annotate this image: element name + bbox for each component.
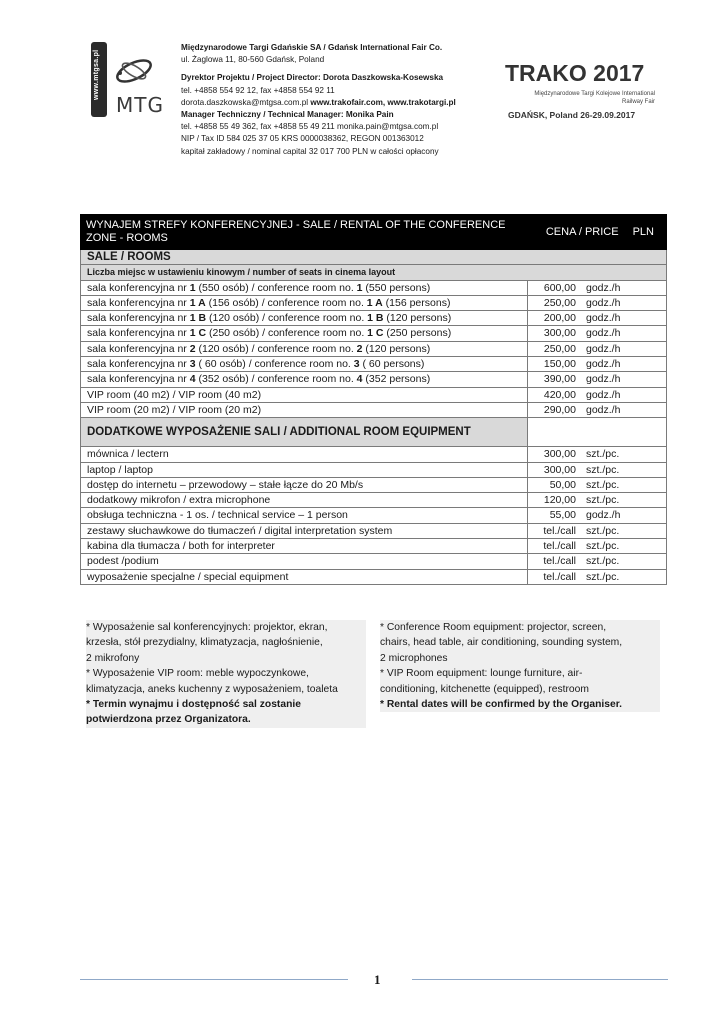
currency-label: PLN — [632, 225, 654, 238]
page-number: 1 — [374, 972, 381, 987]
notes-polish — [86, 620, 366, 728]
project-director: Dyrektor Projektu / Project Director: Dorota Daszkowska-Kosewska — [181, 73, 444, 83]
price-unit: szt./pc. — [586, 448, 620, 461]
company-contact-block — [181, 42, 501, 158]
table-row — [81, 447, 667, 462]
equipment-label: mównica / lectern — [81, 447, 528, 462]
equipment-label: dostęp do internetu – przewodowy – stałe łącze do 20 Mb/s — [81, 477, 528, 492]
price-cell — [528, 311, 667, 326]
price-value: 300,00 — [543, 463, 576, 476]
manager-contact: tel. +4858 55 49 362, fax +4858 55 49 211 monika.pain@mtgsa.com.pl — [181, 122, 439, 132]
tax-info: NIP / Tax ID 584 025 37 05 KRS 0000038362, REGON 001363012 — [181, 134, 424, 144]
note-line: * Rental dates will be confirmed by the Organiser. — [380, 697, 660, 712]
price-cell — [528, 462, 667, 477]
room-label: sala konferencyjna nr 2 (120 osób) / conference room no. 2 (120 persons) — [81, 341, 528, 356]
note-line: conditioning, kitchenette (equipped), restroom — [380, 682, 660, 697]
price-table — [80, 214, 667, 585]
trako-logo-subtitle: Międzynarodowe Targi Kolejowe International Railway Fair — [534, 91, 655, 105]
price-value: 150,00 — [543, 358, 576, 371]
table-row — [81, 569, 667, 584]
section-rooms-header — [81, 250, 667, 265]
logo-text: MTG — [116, 93, 164, 117]
price-value: 600,00 — [543, 281, 576, 294]
equipment-label: wyposażenie specjalne / special equipment — [81, 569, 528, 584]
table-row — [81, 341, 667, 356]
note-line: potwierdzona przez Organizatora. — [86, 712, 366, 727]
table-row — [81, 402, 667, 417]
price-cell — [528, 372, 667, 387]
section-rooms-title: SALE / ROOMS — [81, 250, 667, 265]
note-line: * Wyposażenie sal konferencyjnych: projektor, ekran, — [86, 620, 366, 635]
table-row — [81, 523, 667, 538]
note-line: krzesła, stół prezydialny, klimatyzacja, nagłośnienie, — [86, 635, 366, 650]
price-unit: szt./pc. — [586, 463, 620, 476]
table-row — [81, 554, 667, 569]
price-cell — [528, 341, 667, 356]
price-cell — [528, 539, 667, 554]
price-unit: godz./h — [586, 312, 621, 325]
price-unit: godz./h — [586, 327, 621, 340]
note-line: klimatyzacja, aneks kuchenny z wyposażeniem, toaleta — [86, 682, 366, 697]
room-label: sala konferencyjna nr 1 C (250 osób) / conference room no. 1 C (250 persons) — [81, 326, 528, 341]
note-line: * Termin wynajmu i dostępność sal zostanie — [86, 697, 366, 712]
trako-logo-city-dates: GDAŃSK, Poland 26-29.09.2017 — [508, 110, 636, 120]
company-name: Międzynarodowe Targi Gdańskie SA / Gdańsk International Fair Co. — [181, 43, 443, 52]
room-label: sala konferencyjna nr 1 A (156 osób) / conference room no. 1 A (156 persons) — [81, 295, 528, 310]
table-row — [81, 372, 667, 387]
price-unit: godz./h — [586, 281, 621, 294]
price-value: 300,00 — [543, 448, 576, 461]
equipment-label: zestawy słuchawkowe do tłumaczeń / digital interpretation system — [81, 523, 528, 538]
price-cell — [528, 357, 667, 372]
price-value: 120,00 — [543, 494, 576, 507]
price-value: 50,00 — [549, 478, 576, 491]
footer-divider-left — [80, 979, 348, 980]
price-value: 200,00 — [543, 312, 576, 325]
room-label: sala konferencyjna nr 1 B (120 osób) / conference room no. 1 B (120 persons) — [81, 311, 528, 326]
table-row — [81, 493, 667, 508]
price-cell — [528, 554, 667, 569]
equipment-label: kabina dla tłumacza / both for interpreter — [81, 539, 528, 554]
company-address: ul. Żaglowa 11, 80-560 Gdańsk, Poland — [181, 55, 325, 65]
table-row — [81, 295, 667, 310]
price-unit: godz./h — [586, 403, 621, 416]
price-value: 300,00 — [543, 327, 576, 340]
price-cell — [528, 508, 667, 523]
equipment-label: podest /podium — [81, 554, 528, 569]
table-row — [81, 280, 667, 295]
website-links[interactable]: www.trakofair.com, www.trakotargi.pl — [310, 97, 456, 107]
section-equipment-title: DODATKOWE WYPOSAŻENIE SALI / ADDITIONAL ROOM EQUIPMENT — [81, 418, 528, 447]
table-header-row — [81, 215, 667, 250]
price-unit: szt./pc. — [586, 555, 620, 568]
price-value: tel./call — [543, 540, 576, 553]
price-unit: szt./pc. — [586, 540, 620, 553]
technical-manager: Manager Techniczny / Technical Manager: Monika Pain — [181, 110, 394, 120]
price-value: 55,00 — [549, 509, 576, 522]
footer-divider-right — [412, 979, 668, 980]
price-value: tel./call — [543, 570, 576, 583]
price-unit: godz./h — [586, 373, 621, 386]
note-line: * Wyposażenie VIP room: meble wypoczynkowe, — [86, 666, 366, 681]
section-rooms-subtitle: Liczba miejsc w ustawieniu kinowym / number of seats in cinema layout — [81, 265, 667, 280]
logo-url-text: www.mtgsa.pl — [93, 49, 100, 100]
price-unit: godz./h — [586, 296, 621, 309]
price-value: 290,00 — [543, 403, 576, 416]
note-line: * Conference Room equipment: projector, screen, — [380, 620, 660, 635]
trako-logo-title: TRAKO 2017 — [505, 60, 645, 86]
table-row — [81, 462, 667, 477]
price-cell — [528, 477, 667, 492]
price-unit: szt./pc. — [586, 524, 620, 537]
price-unit: godz./h — [586, 342, 621, 355]
room-label: sala konferencyjna nr 3 ( 60 osób) / conference room no. 3 ( 60 persons) — [81, 357, 528, 372]
note-line: 2 microphones — [380, 651, 660, 666]
price-cell — [528, 326, 667, 341]
table-row — [81, 477, 667, 492]
price-value: 250,00 — [543, 342, 576, 355]
price-cell — [528, 402, 667, 417]
price-value: 420,00 — [543, 388, 576, 401]
table-row — [81, 387, 667, 402]
table-row — [81, 357, 667, 372]
price-heading: CENA / PRICE PLN — [528, 215, 667, 250]
price-unit: szt./pc. — [586, 570, 620, 583]
notes-english — [380, 620, 660, 712]
table-row — [81, 326, 667, 341]
price-unit: godz./h — [586, 358, 621, 371]
table-row — [81, 508, 667, 523]
price-cell — [528, 569, 667, 584]
price-unit: godz./h — [586, 388, 621, 401]
price-cell — [528, 447, 667, 462]
section-equipment-header — [81, 418, 667, 447]
note-line: 2 mikrofony — [86, 651, 366, 666]
section-rooms-subheader — [81, 265, 667, 280]
price-cell — [528, 523, 667, 538]
equipment-label: obsługa techniczna - 1 os. / technical service – 1 person — [81, 508, 528, 523]
price-cell — [528, 295, 667, 310]
price-cell — [528, 493, 667, 508]
price-value: 390,00 — [543, 373, 576, 386]
room-label: sala konferencyjna nr 1 (550 osób) / conference room no. 1 (550 persons) — [81, 280, 528, 295]
mtg-logo-swirl-icon — [112, 52, 158, 90]
table-heading: WYNAJEM STREFY KONFERENCYJNEJ - SALE / RENTAL OF THE CONFERENCE ZONE - ROOMS — [81, 215, 528, 250]
capital-info: kapitał zakładowy / nominal capital 32 017 700 PLN w całości opłacony — [181, 146, 439, 156]
table-row — [81, 311, 667, 326]
director-phone: tel. +4858 554 92 12, fax +4858 554 92 11 — [181, 85, 335, 95]
room-label: sala konferencyjna nr 4 (352 osób) / conference room no. 4 (352 persons) — [81, 372, 528, 387]
price-unit: szt./pc. — [586, 494, 620, 507]
room-label: VIP room (40 m2) / VIP room (40 m2) — [81, 387, 528, 402]
price-cell — [528, 387, 667, 402]
table-row — [81, 539, 667, 554]
price-value: tel./call — [543, 524, 576, 537]
note-line: * VIP Room equipment: lounge furniture, air- — [380, 666, 660, 681]
director-email-websites: dorota.daszkowska@mtgsa.com.pl www.trakofair.com, www.trakotargi.pl — [181, 97, 456, 107]
price-unit: godz./h — [586, 509, 621, 522]
price-value: 250,00 — [543, 296, 576, 309]
price-value: tel./call — [543, 555, 576, 568]
equipment-label: laptop / laptop — [81, 462, 528, 477]
equipment-label: dodatkowy mikrofon / extra microphone — [81, 493, 528, 508]
price-unit: szt./pc. — [586, 478, 620, 491]
room-label: VIP room (20 m2) / VIP room (20 m2) — [81, 402, 528, 417]
price-cell — [528, 280, 667, 295]
note-line: chairs, head table, air conditioning, sounding system, — [380, 635, 660, 650]
